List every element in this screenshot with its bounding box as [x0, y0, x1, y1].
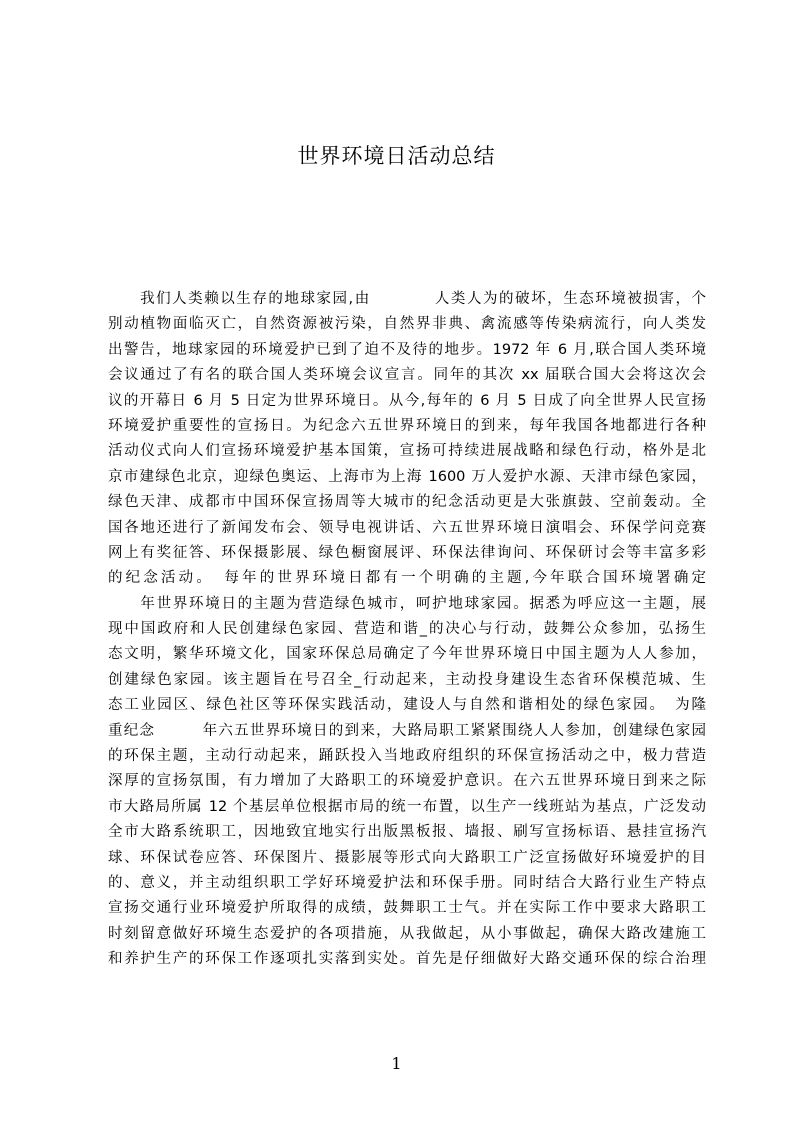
page-title: 世界环境日活动总结: [297, 144, 496, 168]
text-line: 现中国政府和人民创建绿色家园、营造和谐_的决心与行动，鼓舞公众参加，弘扬生: [108, 621, 706, 638]
text-line: 时刻留意做好环境生态爱护的各项措施，从我做起，从小事做起，确保大路改建施工: [108, 925, 706, 942]
text-line: 会议通过了有名的联合国人类环境会议宣言。同年的其次 xx 届联合国大会将这次会: [108, 367, 706, 384]
text-line: 的纪念活动。 每年的世界环境日都有一个明确的主题,今年联合国环境署确定: [108, 570, 706, 587]
text-line: 京市建绿色北京，迎绿色奥运、上海市为上海 1600 万人爱护水源、天津市绿色家园，: [108, 468, 706, 485]
page-number: 1: [391, 1054, 402, 1073]
text-line: 球、环保试卷应答、环保图片、摄影展等形式向大路职工广泛宣扬做好环境爱护的目: [108, 849, 706, 866]
text-line: 深厚的宣扬氛围，有力增加了大路职工的环境爱护意识。在六五世界环境日到来之际: [108, 773, 706, 790]
text-line: 环境爱护重要性的宣扬日。为纪念六五世界环境日的到来，每年我国各地都进行各种: [108, 417, 706, 434]
text-line: 活动仪式向人们宣扬环境爱护基本国策，宣扬可持续进展战略和绿色行动，格外是北: [108, 443, 706, 460]
text-line: 态文明，繁华环境文化，国家环保总局确定了今年世界环境日中国主题为人人参加，: [108, 646, 706, 663]
text-line: 的环保主题，主动行动起来，踊跃投入当地政府组织的环保宣扬活动之中，极力营造: [108, 748, 706, 765]
text-line: 国各地还进行了新闻发布会、领导电视讲话、六五世界环境日演唱会、环保学问竞赛: [108, 519, 706, 536]
body-text: [108, 287, 706, 973]
text-line: 市大路局所属 12 个基层单位根据市局的统一布置，以生产一线班站为基点，广泛发动: [108, 798, 706, 815]
text-line: 别动植物面临灭亡，自然资源被污染，自然界非典、禽流感等传染病流行，向人类发: [108, 316, 706, 333]
text-line: 创建绿色家园。该主题旨在号召全_行动起来，主动投身建设生态省环保模范城、生: [108, 671, 706, 688]
text-line: 的、意义，并主动组织职工学好环境爱护法和环保手册。同时结合大路行业生产特点: [108, 874, 706, 891]
text-line: 我们人类赖以生存的地球家园,由 人类人为的破坏，生态环境被损害，个: [108, 291, 706, 307]
text-line: 出警告，地球家园的环境爱护已到了迫不及待的地步。1972 年 6 月,联合国人类环境: [108, 341, 706, 358]
text-line: 和养护生产的环保工作逐项扎实落到实处。首先是仔细做好大路交通环保的综合治理: [108, 951, 706, 968]
text-line: 年世界环境日的主题为营造绿色城市，呵护地球家园。据悉为呼应这一主题，展: [108, 595, 706, 612]
text-line: 态工业园区、绿色社区等环保实践活动，建设人与自然和谐相处的绿色家园。 为隆: [108, 697, 706, 714]
text-line: 重纪念 年六五世界环境日的到来，大路局职工紧紧围绕人人参加，创建绿色家园: [108, 722, 706, 739]
text-line: 绿色天津、成都市中国环保宣扬周等大城市的纪念活动更是大张旗鼓、空前轰动。全: [108, 494, 706, 511]
text-line: 网上有奖征答、环保摄影展、绿色橱窗展评、环保法律询问、环保研讨会等丰富多彩: [108, 544, 706, 561]
text-line: 全市大路系统职工，因地致宜地实行出版黑板报、墙报、刷写宣扬标语、悬挂宣扬汽: [108, 824, 706, 841]
text-line: 宣扬交通行业环境爱护所取得的成绩，鼓舞职工士气。并在实际工作中要求大路职工: [108, 900, 706, 917]
text-line: 议的开幕日 6 月 5 日定为世界环境日。从今,每年的 6 月 5 日成了向全世界人民宣扬: [108, 392, 706, 409]
